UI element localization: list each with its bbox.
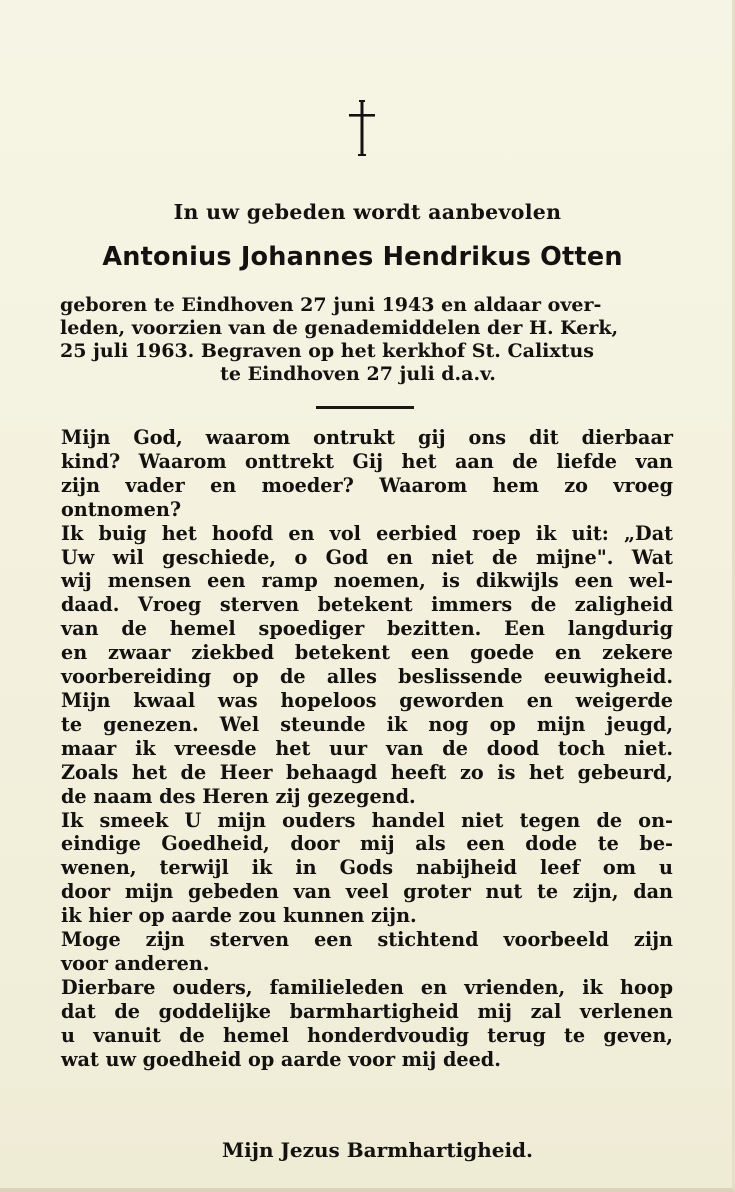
details-line: geboren te Eindhoven 27 juni 1943 en aldaar over- — [60, 294, 602, 316]
details-line: leden, voorzien van de genademiddelen der H. Kerk, — [60, 317, 619, 339]
details-line: 25 juli 1963. Begraven op het kerkhof St. Calixtus — [60, 340, 594, 362]
prayer-line: de naam des Heren zij gezegend. — [61, 784, 416, 808]
prayer-line: ontnomen? — [61, 497, 182, 521]
prayer-line: Uw wil geschiede, o God en niet de mijne". Wat — [61, 545, 673, 569]
prayer-line: ik hier op aarde zou kunnen zijn. — [61, 904, 417, 928]
prayer-line: Mijn God, waarom ontrukt gij ons dit dierbaar — [61, 426, 673, 449]
prayer-text — [61, 426, 673, 1071]
prayer-line: wat uw goedheid op aarde voor mij deed. — [61, 1047, 501, 1071]
birth-death-details — [60, 294, 672, 386]
prayer-line: Ik smeek U mijn ouders handel niet tegen de on- — [61, 808, 673, 832]
prayer-line: daad. Vroeg sterven betekent immers de zaligheid — [61, 593, 673, 617]
latin-cross-icon — [345, 100, 379, 156]
prayer-line: u vanuit de hemel honderdvoudig terug te geven, — [61, 1023, 673, 1047]
prayer-line: Dierbare ouders, familieleden en vrienden, ik hoop — [61, 975, 673, 999]
prayer-line: van de hemel spoediger bezitten. Een langdurig — [61, 617, 673, 641]
prayer-line: Zoals het de Heer behaagd heeft zo is het gebeurd, — [61, 760, 673, 784]
prayer-line: te genezen. Wel steunde ik nog op mijn jeugd, — [61, 712, 673, 736]
prayer-line: eindige Goedheid, door mij als een dode te be- — [61, 832, 673, 856]
prayer-line: maar ik vreesde het uur van de dood toch niet. — [61, 736, 673, 760]
intro-text: In uw gebeden wordt aanbevolen — [173, 200, 562, 224]
prayer-line: kind? Waarom onttrekt Gij het aan de liefde van — [61, 449, 673, 473]
prayer-line: voor anderen. — [61, 951, 210, 975]
prayer-line: wenen, terwijl ik in Gods nabijheid leef om u — [61, 856, 673, 880]
prayer-line: Mijn kwaal was hopeloos geworden en weigerde — [61, 688, 673, 712]
prayer-line: door mijn gebeden van veel groter nut te zijn, dan — [61, 880, 673, 904]
prayer-line: wij mensen een ramp noemen, is dikwijls een wel- — [61, 569, 673, 593]
prayer-line: Moge zijn sterven een stichtend voorbeeld zijn — [61, 928, 673, 952]
divider-rule — [316, 406, 414, 409]
prayer-line: zijn vader en moeder? Waarom hem zo vroeg — [61, 473, 673, 497]
details-line: te Eindhoven 27 juli d.a.v. — [220, 363, 496, 385]
deceased-name: Antonius Johannes Hendrikus Otten — [102, 242, 623, 272]
prayer-line: en zwaar ziekbed betekent een goede en zekere — [61, 641, 673, 665]
prayer-line: Ik buig het hoofd en vol eerbied roep ik uit: „Dat — [61, 521, 673, 545]
prayer-line: dat de goddelijke barmhartigheid mij zal verlenen — [61, 999, 673, 1023]
prayer-line: voorbereiding op de alles beslissende eeuwigheid. — [61, 665, 673, 689]
closing-invocation: Mijn Jezus Barmhartigheid. — [221, 1138, 533, 1162]
